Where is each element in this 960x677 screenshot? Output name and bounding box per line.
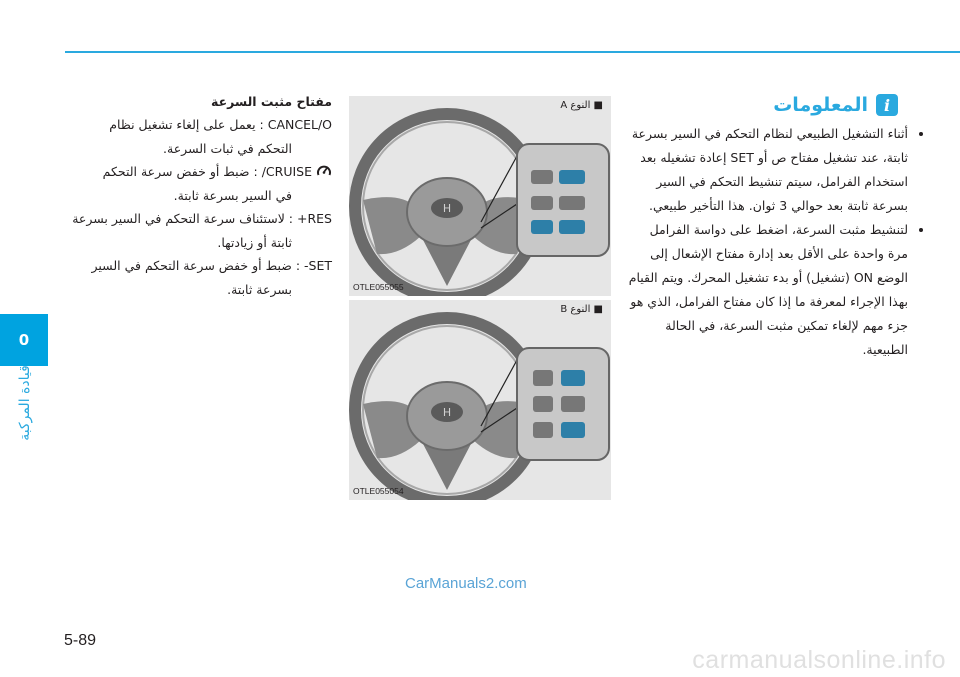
figure-type-a [349, 96, 611, 296]
info-list [628, 122, 922, 362]
switch-item-cruise: CRUISE/ : ضبط أو خفض سرعة التحكم في السير بسرعة ثابتة. [68, 160, 332, 207]
figure-label: ■ النوع A [560, 100, 603, 111]
chapter-number: 0 [18, 331, 30, 349]
info-heading [750, 93, 898, 117]
chapter-tab[interactable] [0, 314, 48, 366]
watermark-link[interactable]: CarManuals2.com [405, 575, 527, 592]
info-bullet-1: • أثناء التشغيل الطبيعي لنظام التحكم في السير بسرعة ثابتة، عند تشغيل مفتاح ص أو SET إعادة تشغيله بعد استخدام الفرامل، سيتم تنشيط التحكم في السير بسرعة ثابتة بعد حوالي 3 ثوان. هذا التأخير طبيعي. [628, 122, 908, 218]
header-rule [65, 51, 960, 53]
cruise-icon [316, 163, 332, 179]
steering-wheel-illustration-a [349, 96, 611, 296]
section-title: مفتاح مثبت السرعة [210, 94, 332, 109]
figure-type-b [349, 300, 611, 500]
cruise-switch-section [68, 94, 332, 301]
info-title: المعلومات [773, 94, 868, 116]
svg-text:H: H [442, 202, 452, 215]
figure-code: OTLE055055 [353, 282, 404, 292]
switch-item-res: RES+ : لاستئناف سرعة التحكم في السير بسرعة ثابتة أو زيادتها. [72, 211, 332, 250]
chapter-label: قيادة المركبة [17, 365, 33, 441]
watermark-bottom: carmanualsonline.info [692, 646, 946, 674]
page-number: 5-89 [64, 632, 97, 649]
figure-label: ■ النوع B [560, 304, 603, 315]
info-icon: i [876, 94, 898, 116]
figure-code: OTLE055054 [353, 486, 404, 496]
steering-wheel-illustration-b [349, 300, 611, 500]
switch-item-cancel: CANCEL/O : يعمل على إلغاء تشغيل نظام التحكم في ثبات السرعة. [109, 117, 332, 156]
svg-text:H: H [442, 406, 452, 419]
info-bullet-2: • لتنشيط مثبت السرعة، اضغط على دواسة الفرامل مرة واحدة على الأقل بعد إدارة مفتاح الإشعال إلى الوضع ON (تشغيل) أو بدء تشغيل المحرك. ويتم القيام بهذا الإجراء لمعرفة ما إذا كان مفتاح الفرامل، الذي هو جزء مهم لإلغاء تمكين مثبت السرعة، في الحالة الطبيعية. [628, 218, 908, 362]
switch-item-set: SET- : ضبط أو خفض سرعة التحكم في السير بسرعة ثابتة. [91, 258, 332, 297]
